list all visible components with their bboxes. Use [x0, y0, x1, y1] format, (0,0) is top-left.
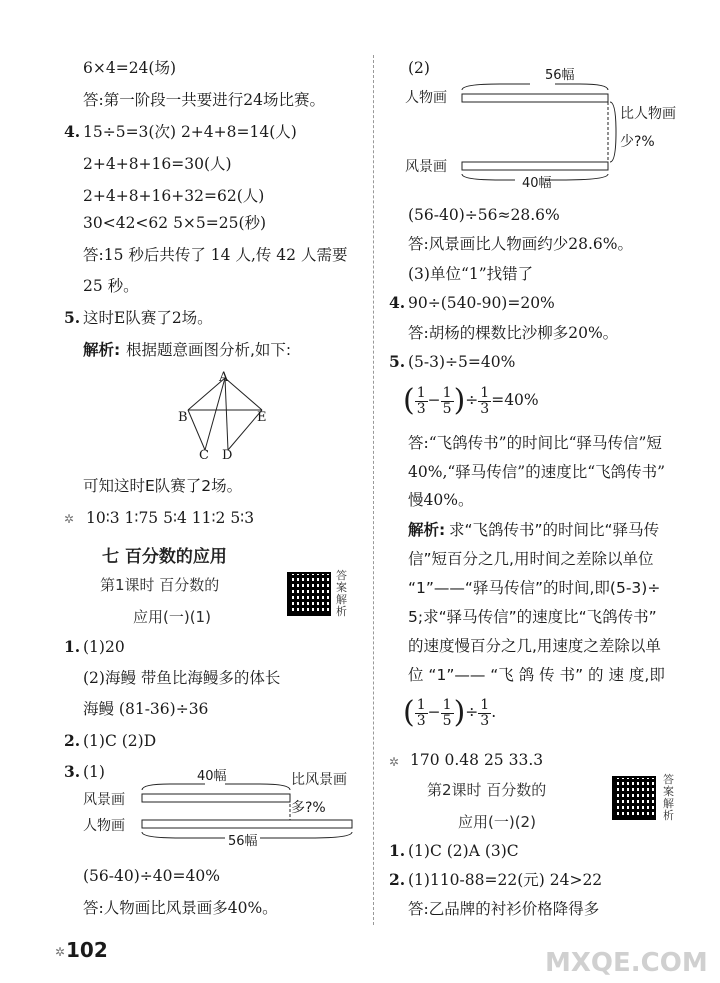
answer-line: (1)	[83, 763, 105, 781]
qr-label: 答案解析	[336, 569, 347, 618]
answer-line: 答:第一阶段一共要进行24场比赛。	[83, 91, 325, 109]
question-number: 4.	[64, 122, 81, 141]
answer-line: 答:人物画比风景画多40%。	[83, 899, 278, 917]
bar-diagram-2	[460, 82, 620, 182]
diagram-label-bottom: 56幅	[228, 834, 258, 849]
answer-line: 30<42<62 5×5=25(秒)	[83, 214, 267, 232]
watermark-text: MXQE.COM	[545, 948, 708, 978]
qr-code-icon[interactable]	[287, 572, 331, 616]
analysis-text: 求“飞鸽传书”的时间比“驿马传	[449, 521, 660, 539]
answer-line: 答:风景画比人物画约少28.6%。	[408, 235, 633, 253]
question-number: 1.	[64, 637, 81, 656]
diagram-label-right: 少?%	[620, 134, 655, 150]
diagram-label-top: 40幅	[197, 769, 227, 784]
answer-line: 40%,“驿马传信”的速度比“飞鸽传书”	[408, 463, 666, 481]
question-number: 1.	[389, 841, 406, 860]
answer-line: 答:乙品牌的衬衫价格降得多	[408, 900, 600, 918]
lesson-title: 第2课时 百分数的	[427, 781, 547, 799]
diagram-label-right: 比风景画	[291, 772, 347, 788]
diagram-row-label: 风景画	[405, 159, 447, 175]
analysis-text: 的速度慢百分之几,用速度之差除以单	[408, 637, 661, 655]
answer-line: 答:“飞鸽传书”的时间比“驿马传信”短	[408, 434, 662, 452]
graph-node-e: E	[257, 410, 267, 425]
analysis-text: 信”短百分之几,用时间之差除以单位	[408, 550, 654, 568]
answer-line: (2)海鳗 带鱼比海鳗多的体长	[83, 669, 281, 687]
section-title: 七 百分数的应用	[102, 547, 227, 567]
answer-line: (1)110-88=22(元) 24>22	[408, 871, 603, 889]
fraction-expression: ( $\frac{1}{3}$ − $\frac{1}{5}$ )÷ $\frac{1}{3}$ =40%	[403, 383, 539, 418]
graph-node-a: A	[219, 370, 229, 385]
answer-line: (56-40)÷40=40%	[83, 867, 220, 885]
diagram-label-right: 比人物画	[620, 106, 676, 122]
answer-line: 慢40%。	[408, 491, 474, 509]
lesson-title: 第1课时 百分数的	[100, 576, 220, 594]
analysis-text: 5;求“驿马传信”的速度比“飞鸽传书”	[408, 608, 657, 626]
star-icon: ✲	[389, 755, 400, 769]
analysis-label: 解析:	[408, 521, 446, 539]
diagram-row-label: 人物画	[83, 818, 125, 834]
diagram-row-label: 风景画	[83, 792, 125, 808]
answer-line: 2+4+8+16+32=62(人)	[83, 187, 265, 205]
answer-line: (2)	[408, 59, 430, 77]
column-divider	[373, 55, 374, 925]
diagram-label-top: 56幅	[545, 68, 575, 83]
answer-line: (1)C (2)A (3)C	[408, 842, 519, 860]
answer-line: 90÷(540-90)=20%	[408, 294, 555, 312]
qr-label: 答案解析	[663, 773, 674, 822]
qr-code-icon[interactable]	[612, 776, 656, 820]
answer-line: 25 秒。	[83, 277, 139, 295]
ratio-answers: 10∶3 1∶75 5∶4 11∶2 5∶3	[86, 509, 255, 527]
question-number: 2.	[389, 870, 406, 889]
graph-node-c: C	[199, 448, 209, 463]
answer-line: (3)单位“1”找错了	[408, 265, 534, 283]
diagram-label-right: 多?%	[291, 800, 326, 816]
answer-line: 6×4=24(场)	[83, 59, 177, 77]
lesson-subtitle: 应用(一)(1)	[133, 608, 211, 626]
question-number: 4.	[389, 293, 406, 312]
number-answers: 170 0.48 25 33.3	[410, 751, 544, 769]
answer-line: 答:15 秒后共传了 14 人,传 42 人需要	[83, 246, 348, 264]
graph-node-d: D	[222, 448, 233, 463]
analysis-conclusion: 可知这时E队赛了2场。	[83, 477, 243, 495]
question-number: 5.	[64, 308, 81, 327]
diagram-row-label: 人物画	[405, 90, 447, 106]
lesson-subtitle: 应用(一)(2)	[458, 813, 536, 831]
page-number: 102	[66, 938, 108, 962]
analysis-text: 根据题意画图分析,如下:	[126, 341, 292, 359]
star-icon: ✲	[64, 512, 75, 526]
question-number: 5.	[389, 352, 406, 371]
fraction-expression: ( $\frac{1}{3}$ − $\frac{1}{5}$ )÷ $\frac{1}{3}$ .	[403, 695, 497, 730]
star-icon: ✲	[55, 945, 66, 959]
diagram-label-bottom: 40幅	[522, 176, 552, 191]
answer-line: 2+4+8+16=30(人)	[83, 155, 232, 173]
question-number: 2.	[64, 731, 81, 750]
analysis-label: 解析:	[83, 341, 121, 359]
answer-line: 这时E队赛了2场。	[83, 309, 213, 327]
question-number: 3.	[64, 762, 81, 781]
answer-line: (56-40)÷56≈28.6%	[408, 206, 560, 224]
answer-line: 答:胡杨的棵数比沙柳多20%。	[408, 324, 619, 342]
answer-line: 15÷5=3(次) 2+4+8=14(人)	[83, 123, 297, 141]
answer-line: (1)20	[83, 638, 125, 656]
answer-line: (1)C (2)D	[83, 732, 157, 750]
answer-line: 海鳗 (81-36)÷36	[83, 700, 209, 718]
analysis-text: “1”——“驿马传信”的时间,即(5-3)÷	[408, 579, 661, 597]
analysis-text: 位 “1”—— “飞 鸽 传 书” 的 速 度,即	[408, 666, 665, 684]
graph-node-b: B	[178, 410, 188, 425]
answer-line: (5-3)÷5=40%	[408, 353, 516, 371]
